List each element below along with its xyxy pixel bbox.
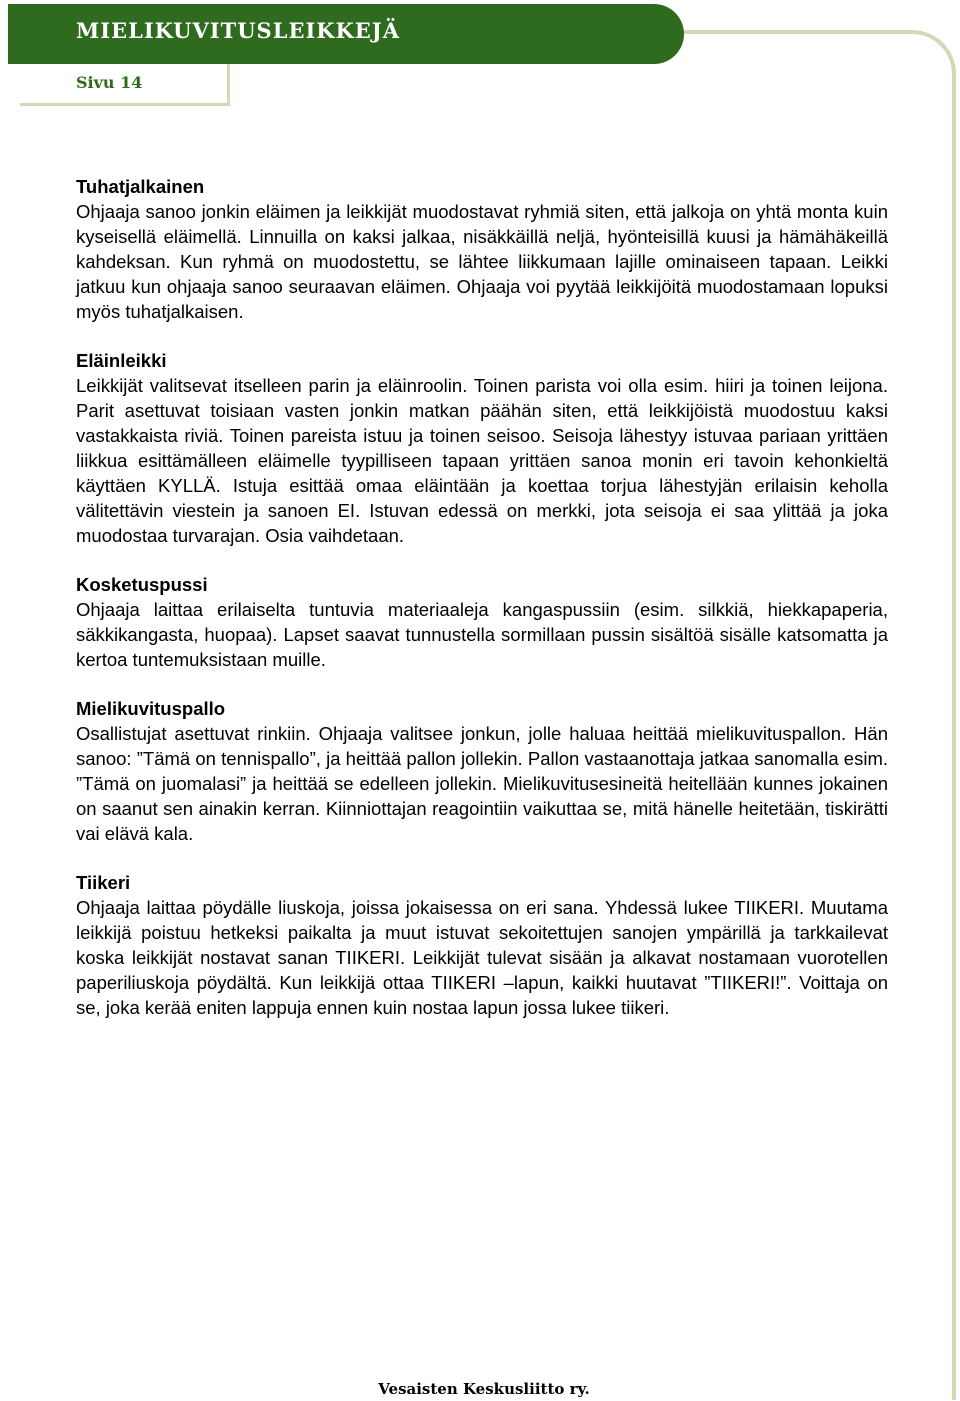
section-body: Osallistujat asettuvat rinkiin. Ohjaaja valitsee jonkun, jolle haluaa heittää mielikuvituspallon. Hän sanoo: ”Tämä on tennispallo”, ja heittää pallon jollekin. Pallon vastaanottaja jatkaa sanomalla esim. ”Tämä on juomalasi” ja heittää se edelleen jollekin. Mielikuvitusesineitä heitellään kunnes jokainen on saanut sen ainakin kerran. Kiinniottajan reagointiin vaikuttaa se, mitä hänelle heitetään, tiskirätti vai elävä kala. xyxy=(76,723,888,844)
section-elainleikki xyxy=(76,348,888,548)
section-title: Kosketuspussi xyxy=(76,574,208,595)
section-tuhatjalkainen xyxy=(76,174,888,324)
page-number: Sivu 14 xyxy=(76,73,143,92)
section-title: Tuhatjalkainen xyxy=(76,176,205,197)
document-title: MIELIKUVITUSLEIKKEJÄ xyxy=(76,18,401,43)
section-tiikeri xyxy=(76,870,888,1020)
section-title: Eläinleikki xyxy=(76,350,167,371)
section-body: Ohjaaja laittaa pöydälle liuskoja, joissa jokaisessa on eri sana. Yhdessä lukee TIIKERI. Muutama leikkijä poistuu hetkeksi paikalta ja muut istuvat sekoitettujen sanojen ympärillä ja tarkkailevat koska leikkijät nostavat sanan TIIKERI. Leikkijät tulevat sisään ja alkavat nostamaan vuorotellen paperiliuskoja pöydältä. Kun leikkijä ottaa TIIKERI –lapun, kaikki huutavat ”TIIKERI!”. Voittaja on se, joka kerää eniten lappuja ennen kuin nostaa lapun jossa lukee tiikeri. xyxy=(76,897,888,1018)
main-content xyxy=(76,174,888,1044)
section-body: Leikkijät valitsevat itselleen parin ja eläinroolin. Toinen parista voi olla esim. hiiri ja toinen leijona. Parit asettuvat toisiaan vasten jonkin matkan päähän siten, että leikkijöistä muodostuu kaksi vastakkaista riviä. Toinen pareista istuu ja toinen seisoo. Seisoja lähestyy istuvaa pariaan yrittäen liikkua esittämälleen eläimelle tyypilliseen tapaan yrittäen sanoa monin eri tavoin kehonkieltä käyttäen KYLLÄ. Istuja esittää omaa eläintään ja koettaa torjua lähestyjän erilaisin keholla välitettävin viestein ja sanoen EI. Istuvan edessä on merkki, jota seisoja ei saa ylittää ja joka muodostaa turvarajan. Osia vaihdetaan. xyxy=(76,375,888,546)
section-body: Ohjaaja sanoo jonkin eläimen ja leikkijät muodostavat ryhmiä siten, että jalkoja on yhtä monta kuin kyseisellä eläimellä. Linnuilla on kaksi jalkaa, nisäkkäillä neljä, hyönteisillä kuusi ja hämähäkeillä kahdeksan. Kun ryhmä on muodostettu, se lähtee liikkumaan lajille ominaiseen tapaan. Leikki jatkuu kun ohjaaja sanoo seuraavan eläimen. Ohjaaja voi pyytää leikkijöitä muodostamaan lopuksi myös tuhatjalkaisen. xyxy=(76,201,888,322)
section-kosketuspussi xyxy=(76,572,888,672)
section-title: Mielikuvituspallo xyxy=(76,698,226,719)
section-title: Tiikeri xyxy=(76,872,131,893)
section-mielikuvituspallo xyxy=(76,696,888,846)
section-body: Ohjaaja laittaa erilaiselta tuntuvia materiaaleja kangaspussiin (esim. silkkiä, hiekkapaperia, säkkikangasta, huopaa). Lapset saavat tunnustella sormillaan pussin sisältöä sisälle katsomatta ja kertoa tuntemuksistaan muille. xyxy=(76,599,888,670)
footer-organization: Vesaisten Keskusliitto ry. xyxy=(378,1380,590,1398)
